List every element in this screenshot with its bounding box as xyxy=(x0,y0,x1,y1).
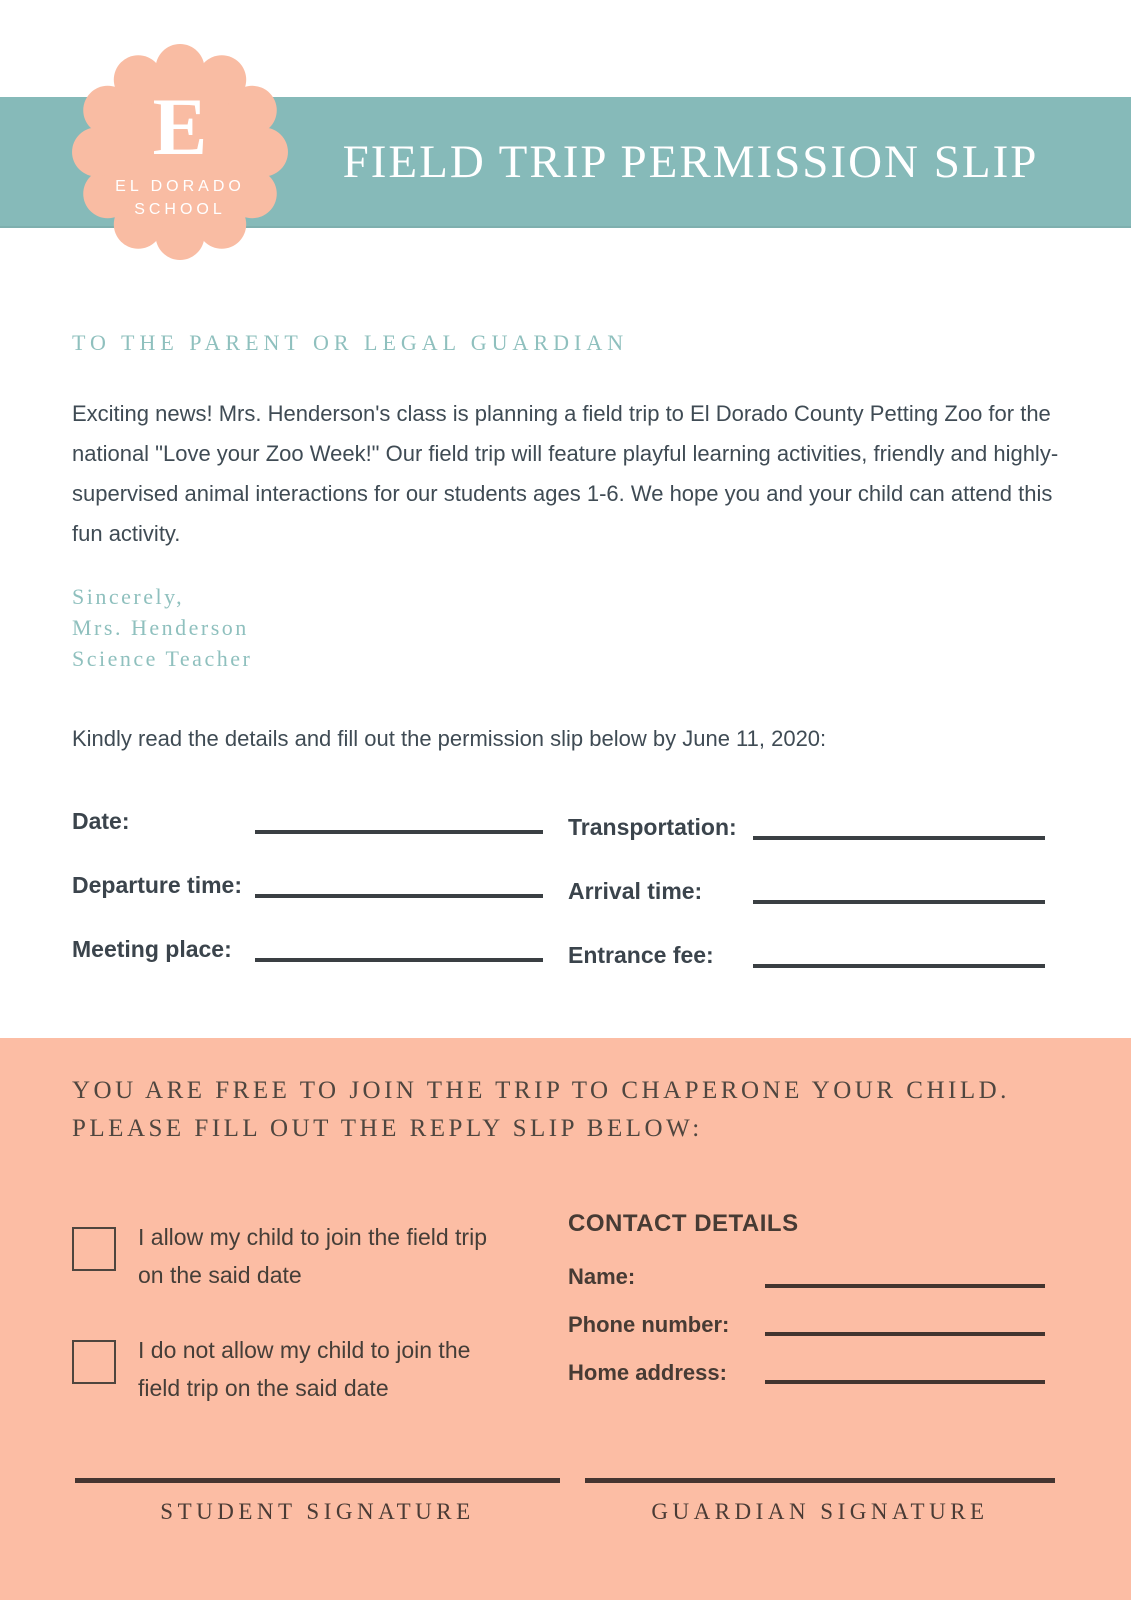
date-input-line[interactable] xyxy=(255,830,543,834)
arrival-time-input-line[interactable] xyxy=(753,900,1045,904)
checkbox-row-not-allow xyxy=(72,1331,492,1407)
arrival-time-label: Arrival time: xyxy=(568,878,703,904)
guardian-signature-block xyxy=(585,1478,1055,1525)
contact-row-home-address xyxy=(568,1356,1045,1404)
details-form-right-column xyxy=(568,806,1060,998)
details-form-left-column xyxy=(72,800,540,992)
reply-slip-heading: YOU ARE FREE TO JOIN THE TRIP TO CHAPERONE YOUR CHILD. PLEASE FILL OUT THE REPLY SLIP BELOW: xyxy=(72,1077,1010,1142)
phone-number-label: Phone number: xyxy=(568,1312,730,1337)
field-row-date xyxy=(72,800,540,864)
name-label: Name: xyxy=(568,1264,636,1289)
school-logo xyxy=(70,42,290,262)
reply-slip-section xyxy=(0,1038,1131,1600)
departure-time-input-line[interactable] xyxy=(255,894,543,898)
logo-initial: E xyxy=(152,81,208,172)
field-row-transportation xyxy=(568,806,1060,870)
entrance-fee-input-line[interactable] xyxy=(753,964,1045,968)
letter-closing xyxy=(72,581,252,674)
meeting-place-input-line[interactable] xyxy=(255,958,543,962)
allow-checkbox-label: I allow my child to join the field trip on the said date xyxy=(138,1224,487,1288)
field-row-meeting-place xyxy=(72,928,540,992)
logo-school-line2: SCHOOL xyxy=(134,201,226,218)
date-label: Date: xyxy=(72,808,130,834)
salutation-heading: TO THE PARENT OR LEGAL GUARDIAN xyxy=(72,330,629,355)
field-row-entrance-fee xyxy=(568,934,1060,998)
transportation-input-line[interactable] xyxy=(753,836,1045,840)
logo-school-line1: EL DORADO xyxy=(115,178,245,195)
letter-body: Exciting news! Mrs. Henderson's class is planning a field trip to El Dorado County Petting Zoo for the national "Love your Zoo Week!" Our field trip will feature playful learning activities, friendly and highly-supervised animal interactions for our students ages 1-6. We hope you and your child can attend this fun activity. xyxy=(72,401,1059,546)
page-title: FIELD TRIP PERMISSION SLIP xyxy=(342,135,1039,188)
guardian-signature-label: GUARDIAN SIGNATURE xyxy=(651,1499,989,1524)
closing-teacher-name: Mrs. Henderson xyxy=(72,615,249,640)
not-allow-checkbox[interactable] xyxy=(72,1340,116,1384)
meeting-place-label: Meeting place: xyxy=(72,936,232,962)
phone-number-input-line[interactable] xyxy=(765,1332,1045,1336)
field-row-arrival-time xyxy=(568,870,1060,934)
closing-teacher-title: Science Teacher xyxy=(72,646,253,671)
transportation-label: Transportation: xyxy=(568,814,737,840)
entrance-fee-label: Entrance fee: xyxy=(568,942,714,968)
student-signature-label: STUDENT SIGNATURE xyxy=(160,1499,475,1524)
logo-school-name xyxy=(70,175,290,221)
contact-row-name xyxy=(568,1260,1045,1308)
instruction-text: Kindly read the details and fill out the permission slip below by June 11, 2020: xyxy=(72,726,827,751)
field-row-departure-time xyxy=(72,864,540,928)
departure-time-label: Departure time: xyxy=(72,872,242,898)
guardian-signature-line[interactable] xyxy=(585,1478,1055,1483)
student-signature-line[interactable] xyxy=(75,1478,560,1483)
home-address-label: Home address: xyxy=(568,1360,727,1385)
contact-details-block xyxy=(568,1210,1045,1404)
checkbox-row-allow xyxy=(72,1218,492,1294)
contact-row-phone xyxy=(568,1308,1045,1356)
allow-checkbox[interactable] xyxy=(72,1227,116,1271)
closing-sincerely: Sincerely, xyxy=(72,584,185,609)
not-allow-checkbox-label: I do not allow my child to join the field trip on the said date xyxy=(138,1337,471,1401)
name-input-line[interactable] xyxy=(765,1284,1045,1288)
contact-details-heading: CONTACT DETAILS xyxy=(568,1210,799,1237)
student-signature-block xyxy=(75,1478,560,1525)
home-address-input-line[interactable] xyxy=(765,1380,1045,1384)
